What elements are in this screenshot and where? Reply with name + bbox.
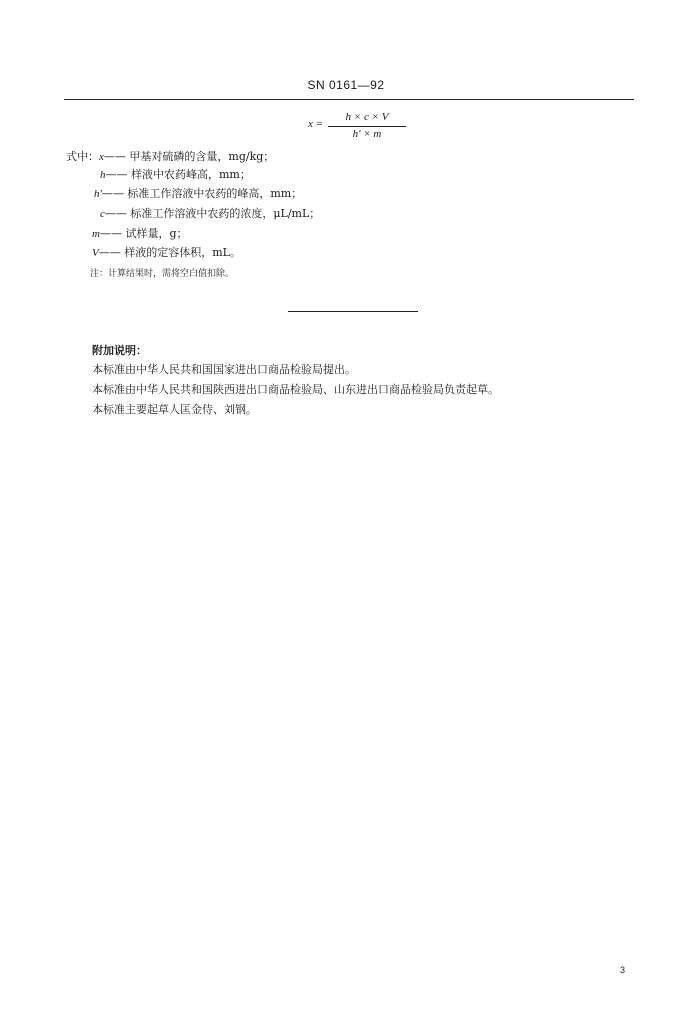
standard-code-header: SN 0161—92 (307, 78, 385, 92)
appendix-heading: 附加说明： (92, 344, 147, 357)
definition-m (92, 227, 188, 241)
definition-h-prime (94, 187, 302, 201)
calculation-note: 注：计算结果时，需将空白值扣除。 (90, 269, 235, 279)
page-number: 3 (620, 965, 626, 975)
definition-text: —— 试样量，g； (99, 227, 188, 240)
definition-symbol: V (92, 247, 99, 259)
formula-numerator: h × c × V (345, 111, 389, 123)
definition-prefix: 式中： (66, 150, 99, 163)
header-rule (64, 99, 634, 100)
definition-symbol: m (92, 228, 100, 240)
fraction-bar (328, 126, 406, 127)
definition-x (66, 150, 274, 164)
definition-symbol: x (99, 151, 104, 163)
definition-symbol: c (100, 208, 105, 220)
definition-c (100, 207, 320, 221)
definition-symbol: h (100, 169, 106, 181)
formula-lhs: x = (308, 118, 324, 130)
definition-text: —— 样液中农药峰高，mm； (105, 168, 251, 181)
definition-text: —— 甲基对硫磷的含量，mg/kg； (103, 150, 275, 163)
definition-text: —— 标准工作溶液中农药的浓度，μL/mL； (104, 207, 321, 220)
definition-h (100, 168, 251, 182)
separator-rule (288, 311, 418, 312)
definition-text: —— 样液的定容体积，mL。 (98, 246, 241, 259)
appendix-line: 本标准主要起草人匡金侍、刘钢。 (92, 403, 257, 416)
formula-denominator: h' × m (352, 128, 382, 140)
appendix-line: 本标准由中华人民共和国陕西进出口商品检验局、山东进出口商品检验局负责起草。 (92, 383, 499, 396)
appendix-line: 本标准由中华人民共和国国家进出口商品检验局提出。 (92, 363, 356, 376)
definition-symbol: h' (94, 188, 102, 200)
definition-v (92, 246, 241, 260)
definition-text: —— 标准工作溶液中农药的峰高，mm； (101, 187, 303, 200)
